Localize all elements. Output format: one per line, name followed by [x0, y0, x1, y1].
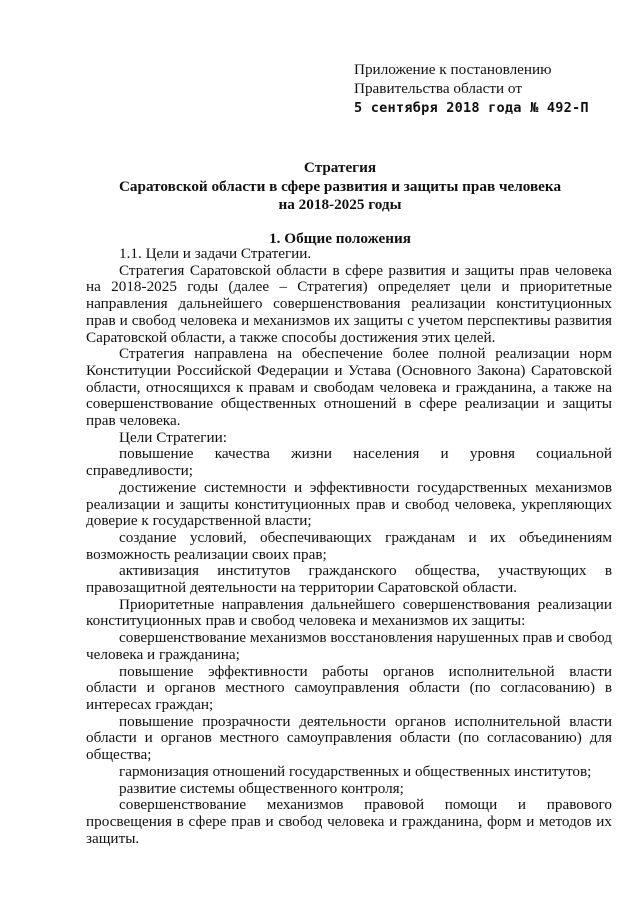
paragraph: достижение системности и эффективности государственных механизмов реализации и защиты конституционных прав и свобод человека, укрепляющих доверие к государственной власти;: [86, 478, 612, 530]
paragraph: создание условий, обеспечивающих гражданам и их объединениям возможность реализации своих прав;: [86, 528, 612, 563]
section-heading: 1. Общие положения: [269, 230, 411, 247]
paragraph: Цели Стратегии:: [119, 428, 227, 446]
title-line-2: Саратовской области в сфере развития и защиты прав человека: [118, 177, 562, 195]
paragraph: Стратегия Саратовской области в сфере развития и защиты прав человека на 2018-2025 годы (далее – Стратегия) определяет цели и приоритетные направления дальнейшего совершенствования реализации конституционных прав и свобод человека и механизмов их защиты с учетом перспективы развития Саратовской области, а также способы достижения этих целей.: [86, 261, 612, 346]
paragraph: совершенствование механизмов восстановления нарушенных прав и свобод человека и гражданина;: [86, 629, 612, 663]
appendix-line-2: Правительства области от: [354, 80, 522, 97]
body-text: [86, 246, 612, 847]
paragraph: повышение эффективности работы органов исполнительной власти области и органов местного самоуправления области (по согласованию) в интересах граждан;: [86, 662, 612, 713]
title-line-3: на 2018-2025 годы: [278, 196, 402, 213]
document-title: [60, 159, 620, 215]
paragraph: 1.1. Цели и задачи Стратегии.: [119, 245, 312, 262]
paragraph: совершенствование механизмов правовой помощи и правового просвещения в сфере прав и свобод человека и гражданина, форм и методов их защиты.: [86, 796, 612, 847]
appendix-date-stamp: 5 сентября 2018 года № 492-П: [354, 100, 589, 116]
paragraph: Приоритетные направления дальнейшего совершенствования реализации конституционных прав и свобод человека и механизмов их защиты:: [86, 595, 612, 630]
paragraph: развитие системы общественного контроля;: [119, 779, 404, 797]
paragraph: повышение прозрачности деятельности органов исполнительной власти области и органов местного самоуправления области (по согласованию) для общества;: [86, 712, 612, 764]
paragraph: гармонизация отношений государственных и общественных институтов;: [119, 762, 592, 780]
paragraph: Стратегия направлена на обеспечение более полной реализации норм Конституции Российской Федерации и Устава (Основного Закона) Саратовской области, относящихся к правам и свободам человека и гражданина, а также на совершенствование общественных отношений в сфере реализации и защиты прав человека.: [86, 345, 612, 430]
appendix-note: [354, 60, 624, 118]
appendix-line-1: Приложение к постановлению: [354, 61, 552, 78]
title-line-1: Стратегия: [303, 159, 377, 176]
paragraph: повышение качества жизни населения и уровня социальной справедливости;: [86, 445, 612, 480]
paragraph: активизация институтов гражданского общества, участвующих в правозащитной деятельности на территории Саратовской области.: [86, 562, 612, 597]
